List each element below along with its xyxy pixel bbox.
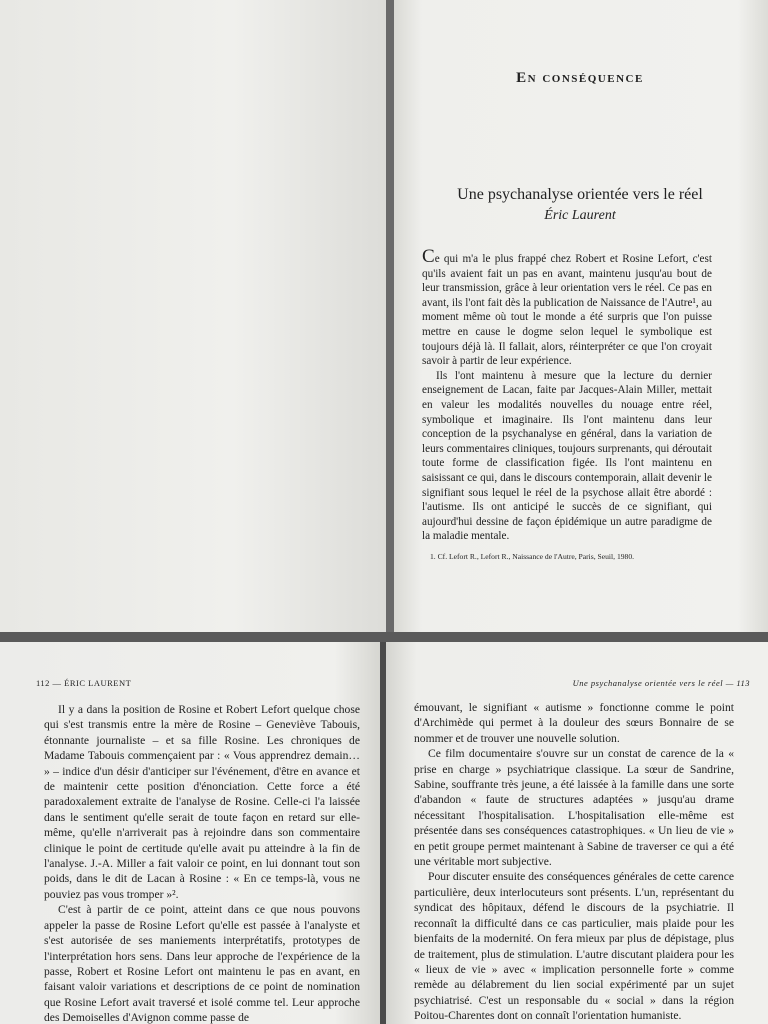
opening-body-text: [422, 246, 712, 544]
chapter-heading: En conséquence: [516, 70, 644, 86]
blank-facing-page: [0, 0, 388, 632]
article-author: Éric Laurent: [544, 208, 616, 223]
paragraph: Ce film documentaire s'ouvre sur un constat de carence de la « prise en charge » psychiatrique classique. La sœur de Sandrine, Sabine, souffrante très jeune, a été laissée à la famille dans une sorte d'abandon « faute de structures adaptées » jusqu'au drame nécessitant l'hospitalisation. L'hospitalisation elle-même est présentée dans ses conséquences catastrophiques. « Un lieu de vie » en petit groupe permet maintenant à Sabine de traverser ce qui a été une véritable mort subjective.: [414, 747, 734, 869]
paragraph: émouvant, le signifiant « autisme » fonctionne comme le point d'Archimède qui permet à la douleur des sœurs Bonnaire de se nommer et de trouver une nouvelle solution.: [414, 701, 734, 745]
book-gutter: [386, 0, 394, 632]
article-title: Une psychanalyse orientée vers le réel: [457, 186, 703, 203]
running-head-right: Une psychanalyse orientée vers le réel — 113: [572, 678, 750, 688]
paragraph: C'est à partir de ce point, atteint dans ce que nous pouvons appeler la passe de Rosine Lefort qu'elle est passée à l'analyste et s'est autorisée de ses maniements interprétatifs, prototypes de l'interprétation hors sens. Dans leur approche de l'expérience de la passe, Robert et Rosine Lefort ont maintenu le pas en avant, en faisant valoir variations et descriptions de ce point de nomination que Rosine Lefort avait traversé et isolé comme tel. Leur approche des Demoiselles d'Avignon comme passe de: [44, 903, 360, 1024]
page-112: [0, 642, 380, 1024]
paragraph: Il y a dans la position de Rosine et Robert Lefort quelque chose qui s'est transmis entre la mère de Rosine – Geneviève Tabouis, étonnante journaliste – et sa fille Rosine. Les chroniques de Madame Tabouis commençaient par : « Vous apprendrez demain… » – indice d'un désir d'anticiper sur l'événement, d'être en avance et de maintenir cette position d'énonciation. Cette force a été paradoxalement extraite de l'analyse de Rosine. Celle-ci l'a laissée dans le sentiment qu'elle serait de toute façon en retard sur elle-même, qu'elle n'arriverait pas à rejoindre dans son commentaire clinique le point de certitude qu'elle avait pu atteindre à la fin de l'analyse. J.-A. Miller a fait valoir ce point, en lui donnant tout son poids, dans le dit de Lacan à Rosine : « En ce temps-là, vous ne pouviez pas vous tromper »².: [44, 703, 360, 901]
chapter-opening-page: [392, 0, 768, 632]
page-113-body: [414, 700, 734, 1024]
drop-cap: C: [422, 246, 435, 267]
page-gap: [0, 632, 768, 642]
paragraph: Pour discuter ensuite des conséquences générales de cette carence particulière, deux interlocuteurs sont présents. L'un, représentant du syndicat des hôpitaux, défend le discours de la psychiatrie. Il reconnaît la difficulté dans ce cas particulier, mais plaide pour les bienfaits de la modernité. On fera mieux par plus de dépistage, plus de traitement, plus de stimulation. L'autre discutant plaidera pour les « lieux de vie » avec « implication personnelle forte » comme remède au délabrement du lien social expérimenté par un sujet psychiatrisé. C'est un responsable du « social » dans la région Poitou-Charentes dont on connaît l'orientation humaniste.: [414, 870, 734, 1023]
paragraph: Ils l'ont maintenu à mesure que la lecture du dernier enseignement de Lacan, faite par Jacques-Alain Miller, mettait en valeur les modalités nouvelles du nouage entre réel, symbolique et imaginaire. Ils l'ont maintenu dans leur conception de la psychanalyse en général, dans la variation de leurs commentaires cliniques, toujours surprenants, qui déroutait toute forme de classification figée. Ils l'ont maintenu en saisissant ce qui, dans le discours contemporain, allait devenir le signifiant sous lequel le réel de la psychose allait être abordé : l'autisme. Ils ont anticipé le succès de ce signifiant, qui aujourd'hui dessine de façon épidémique un autre paradigme de la maladie mentale.: [422, 369, 712, 543]
paragraph: [422, 246, 712, 369]
page-112-body: [44, 702, 360, 1024]
page-113: [386, 642, 768, 1024]
paragraph-text: e qui m'a le plus frappé chez Robert et Rosine Lefort, c'est qu'ils avaient fait un pas en avant, maintenu jusqu'au bout de leur transmission, grâce à leur orientation vers le réel. Ce pas en avant, ils l'ont fait dès la publication de Naissance de l'Autre¹, au moment même où tout le monde a été surpris que l'on puisse mettre en cause le dogme selon lequel le symbolique est toujours déjà là. Il fallait, alors, réinterpréter ce que l'on croyait savoir à partir de leur expérience.: [422, 253, 712, 368]
footnote: 1. Cf. Lefort R., Lefort R., Naissance de l'Autre, Paris, Seuil, 1980.: [430, 552, 635, 561]
running-head-left: 112 — ÉRIC LAURENT: [36, 678, 132, 688]
